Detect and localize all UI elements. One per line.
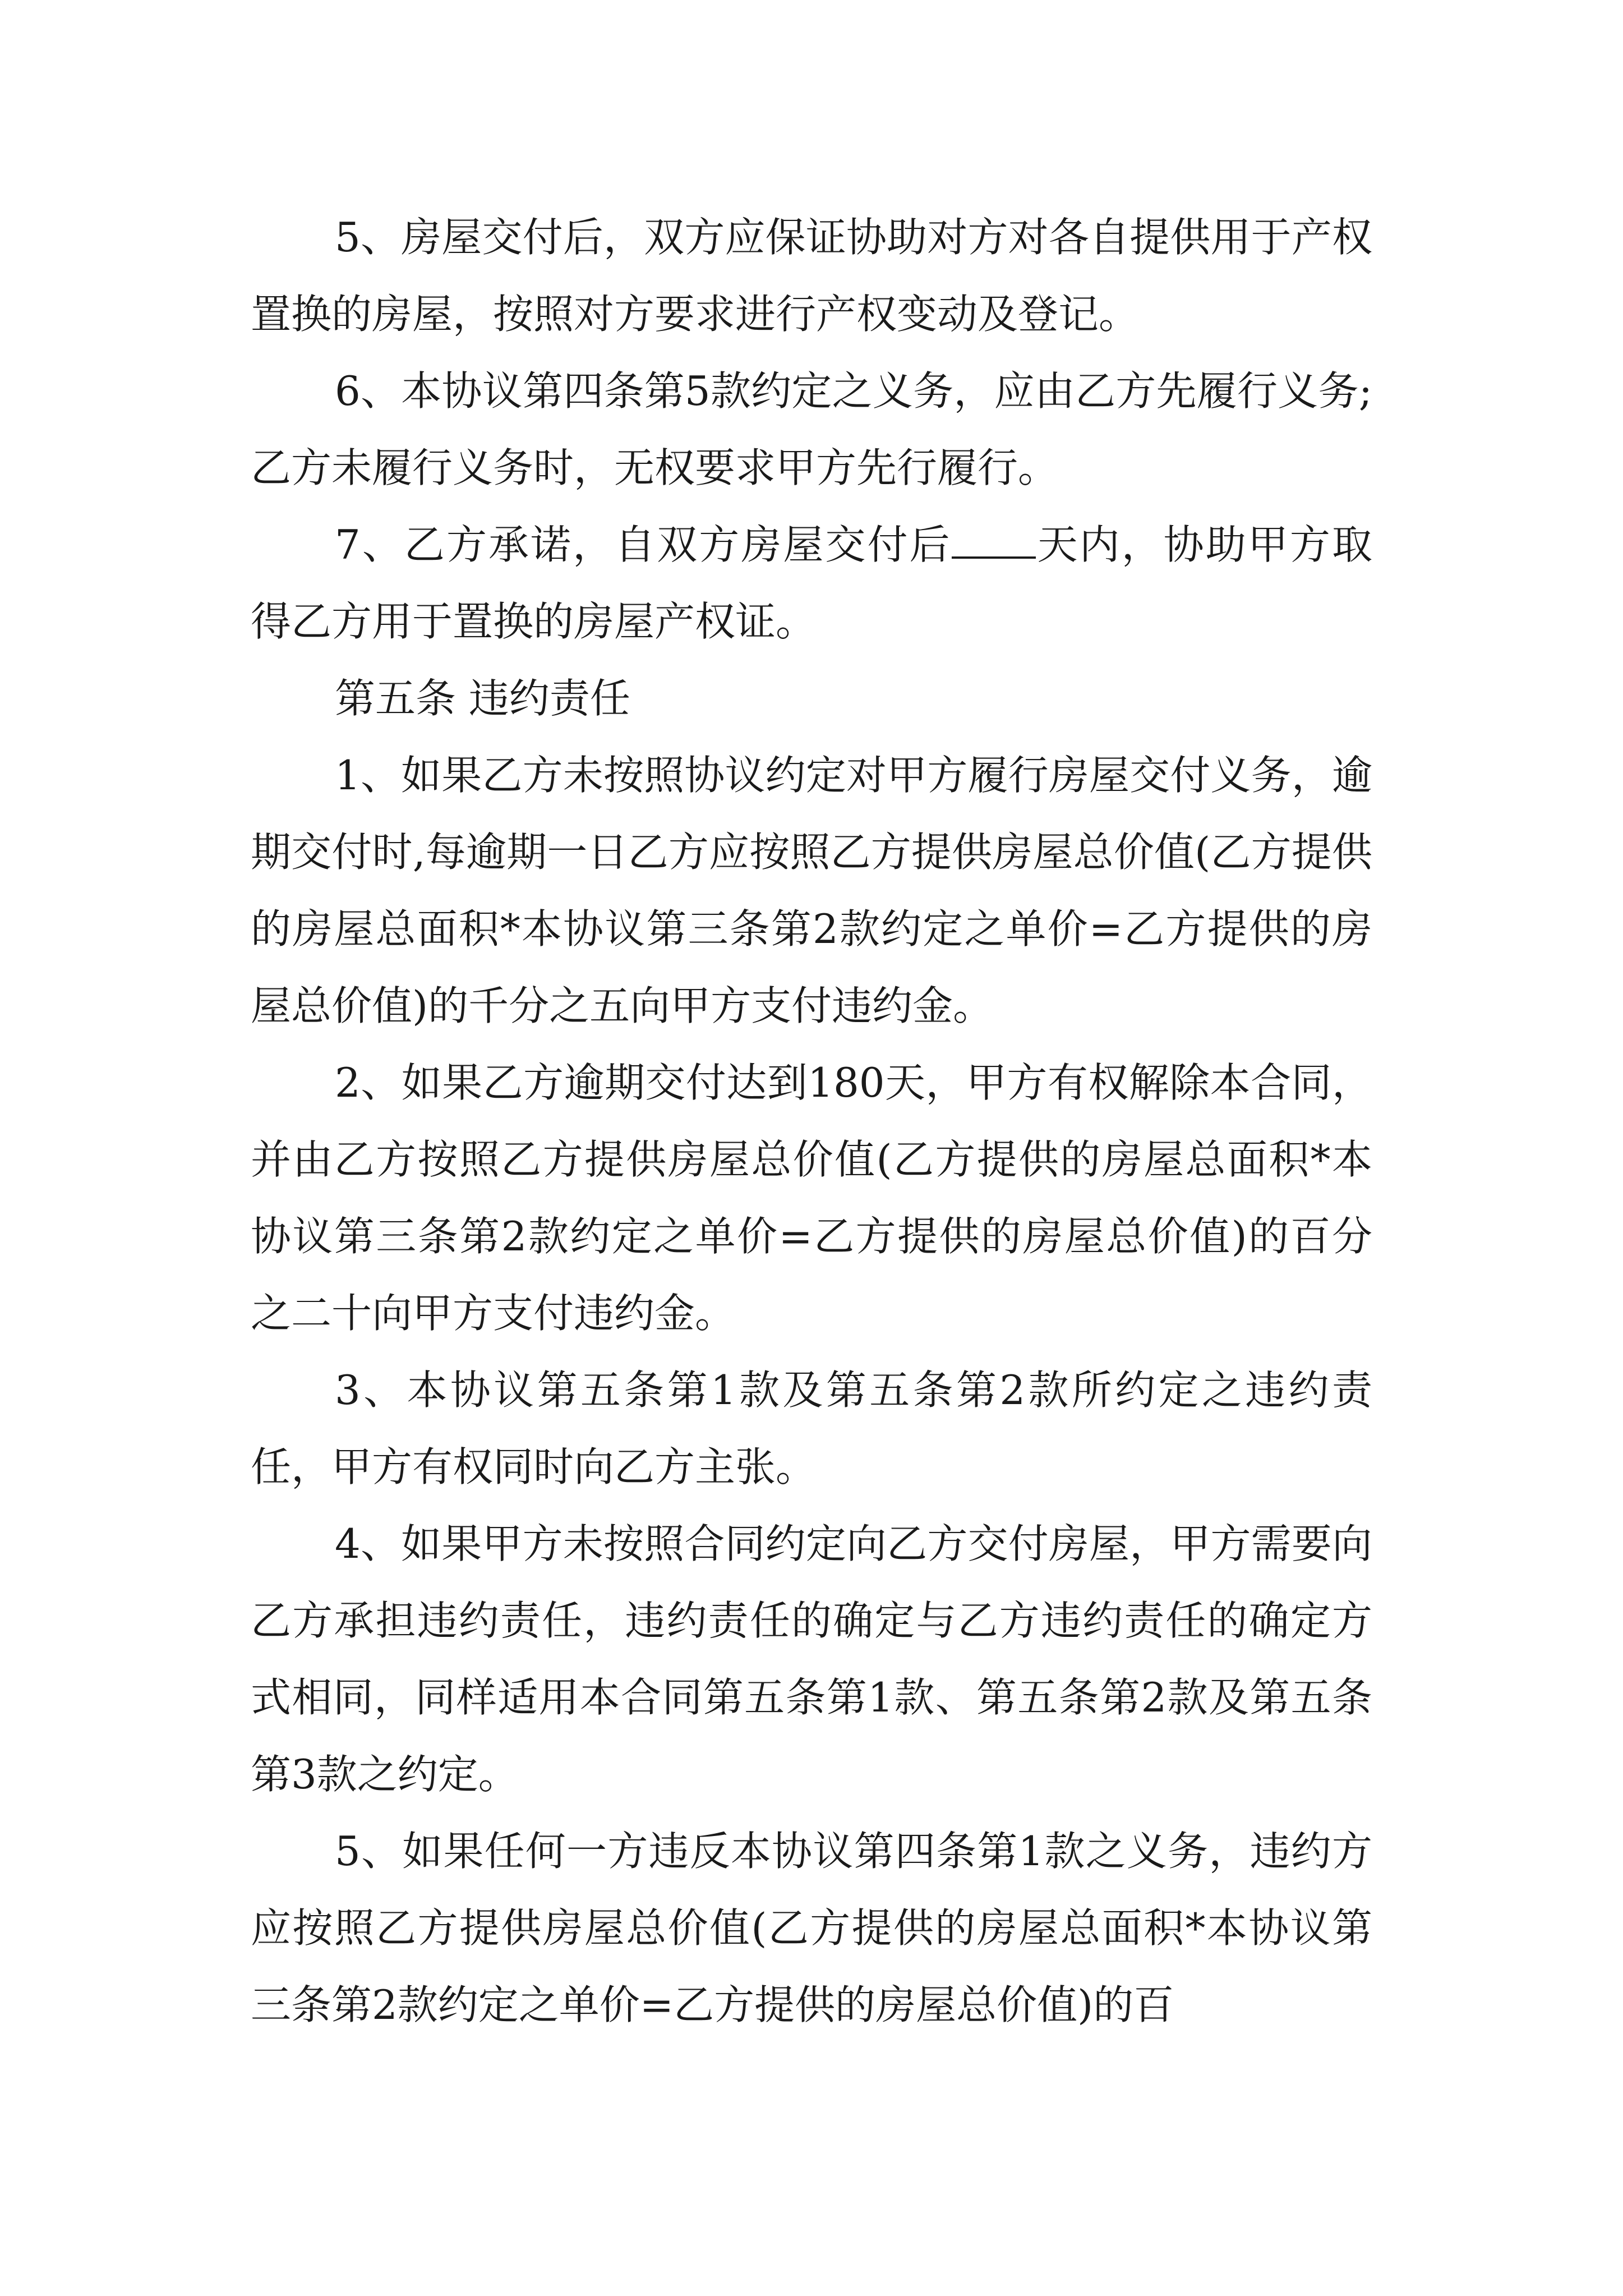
- clause-5-1: 1、如果乙方未按照协议约定对甲方履行房屋交付义务，逾期交付时,每逾期一日乙方应按照乙方提供房屋总价值(乙方提供的房屋总面积*本协议第三条第2款约定之单价=乙方提供的房屋总价值)的千分之五向甲方支付违约金。: [251, 752, 1372, 1029]
- clause-5-3: 3、本协议第五条第1款及第五条第2款所约定之违约责任，甲方有权同时向乙方主张。: [251, 1366, 1372, 1490]
- clause-4-6: 6、本协议第四条第5款约定之义务，应由乙方先履行义务;乙方未履行义务时，无权要求甲方先行履行。: [251, 367, 1372, 491]
- article-5-heading: 第五条 违约责任: [335, 675, 630, 722]
- clause-4-7-text-after: 天内，协助甲方取得乙方用于置换的房屋产权证。: [251, 521, 1372, 645]
- clause-4-7-text-before: 7、乙方承诺，自双方房屋交付后: [335, 521, 952, 568]
- clause-4-7: [251, 507, 1372, 660]
- clause-4-5: 5、房屋交付后，双方应保证协助对方对各自提供用于产权置换的房屋，按照对方要求进行产权变动及登记。: [251, 214, 1372, 338]
- clause-5-2: 2、如果乙方逾期交付达到180天，甲方有权解除本合同，并由乙方按照乙方提供房屋总价值(乙方提供的房屋总面积*本协议第三条第2款约定之单价=乙方提供的房屋总价值)的百分之二十向甲方支付违约金。: [251, 1059, 1372, 1337]
- clause-5-4: 4、如果甲方未按照合同约定向乙方交付房屋，甲方需要向乙方承担违约责任，违约责任的确定与乙方违约责任的确定方式相同，同样适用本合同第五条第1款、第五条第2款及第五条第3款之约定。: [251, 1520, 1372, 1798]
- document-body: [251, 199, 1372, 2044]
- fill-in-blank-days: [952, 519, 1036, 559]
- clause-5-5: 5、如果任何一方违反本协议第四条第1款之义务，违约方应按照乙方提供房屋总价值(乙方提供的房屋总面积*本协议第三条第2款约定之单价=乙方提供的房屋总价值)的百: [251, 1828, 1372, 2028]
